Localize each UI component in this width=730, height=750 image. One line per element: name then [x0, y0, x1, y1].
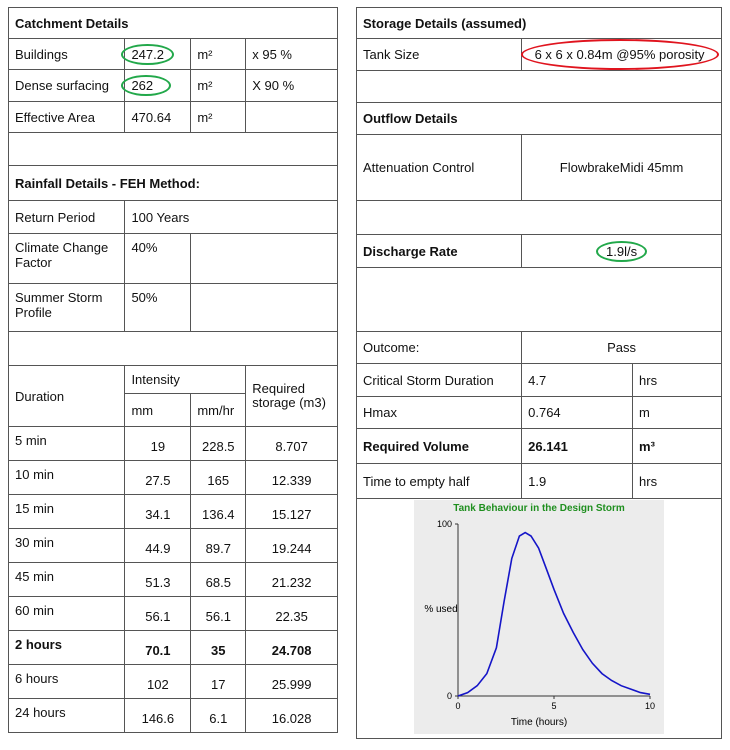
effective-value: 470.64 [125, 102, 191, 133]
catchment-row [9, 39, 338, 70]
table-row [9, 665, 338, 699]
duration-mmhr-cell: 136.4 [191, 495, 246, 529]
duration-duration-cell: 45 min [9, 563, 125, 597]
chart-ylabel: % used [424, 604, 458, 615]
duration-mm-cell: 34.1 [125, 495, 191, 529]
buildings-label: Buildings [9, 39, 125, 70]
duration-mm-cell: 44.9 [125, 529, 191, 563]
spacer-row [9, 133, 338, 166]
dense-label: Dense surfacing [9, 70, 125, 102]
discharge-value: 1.9l/s [596, 241, 647, 262]
table-row [9, 427, 338, 461]
chart-xlabel: Time (hours) [510, 717, 568, 728]
climate-label: Climate Change Factor [9, 234, 125, 284]
volume-label: Required Volume [357, 429, 522, 464]
empty-label: Time to empty half [357, 464, 522, 499]
duration-mm-cell: 27.5 [125, 461, 191, 495]
table-row [9, 597, 338, 631]
duration-storage-cell: 12.339 [246, 461, 338, 495]
duration-mmhr-cell: 35 [191, 631, 246, 665]
duration-duration-cell: 10 min [9, 461, 125, 495]
table-row [9, 699, 338, 733]
dense-value: 262 [121, 75, 171, 96]
buildings-value: 247.2 [121, 44, 174, 65]
duration-mm-cell: 51.3 [125, 563, 191, 597]
mm-header: mm [125, 394, 191, 427]
duration-duration-cell: 60 min [9, 597, 125, 631]
empty-unit: hrs [633, 464, 722, 499]
left-panel [8, 7, 338, 733]
return-period-label: Return Period [9, 201, 125, 234]
duration-duration-cell: 30 min [9, 529, 125, 563]
storage-heading: Storage Details (assumed) [357, 8, 722, 39]
duration-storage-cell: 25.999 [246, 665, 338, 699]
effective-label: Effective Area [9, 102, 125, 133]
chart-x-tick-label: 0 [455, 701, 461, 711]
duration-storage-cell: 16.028 [246, 699, 338, 733]
chart-title: Tank Behaviour in the Design Storm [453, 503, 625, 514]
hmax-unit: m [633, 397, 722, 429]
duration-mm-cell: 70.1 [125, 631, 191, 665]
duration-mm-cell: 19 [125, 427, 191, 461]
duration-storage-cell: 22.35 [246, 597, 338, 631]
table-row [9, 495, 338, 529]
duration-duration-cell: 5 min [9, 427, 125, 461]
volume-value: 26.141 [522, 429, 633, 464]
duration-storage-cell: 21.232 [246, 563, 338, 597]
chart-cell [357, 499, 722, 739]
duration-mmhr-cell: 165 [191, 461, 246, 495]
rainfall-heading: Rainfall Details - FEH Method: [9, 166, 338, 201]
chart-x-tick-label: 10 [644, 701, 656, 711]
duration-mmhr-cell: 68.5 [191, 563, 246, 597]
duration-duration-cell: 6 hours [9, 665, 125, 699]
duration-mm-cell: 146.6 [125, 699, 191, 733]
duration-duration-cell: 15 min [9, 495, 125, 529]
summer-value: 50% [125, 284, 191, 332]
duration-mm-cell: 56.1 [125, 597, 191, 631]
outcome-label: Outcome: [357, 332, 522, 364]
outflow-heading: Outflow Details [357, 103, 722, 135]
duration-mmhr-cell: 17 [191, 665, 246, 699]
spacer-row [9, 332, 338, 366]
effective-factor [246, 102, 338, 133]
critical-label: Critical Storm Duration [357, 364, 522, 397]
catchment-row [9, 102, 338, 133]
effective-unit: m² [191, 102, 246, 133]
discharge-label: Discharge Rate [357, 235, 522, 268]
volume-unit: m³ [633, 429, 722, 464]
required-header: Required storage (m3) [246, 366, 338, 427]
mmhr-header: mm/hr [191, 394, 246, 427]
duration-storage-cell: 8.707 [246, 427, 338, 461]
tank-value: 6 x 6 x 0.84m @95% porosity [521, 39, 719, 70]
buildings-factor: x 95 % [246, 39, 338, 70]
attenuation-label: Attenuation Control [357, 135, 522, 201]
hmax-label: Hmax [357, 397, 522, 429]
dense-factor: X 90 % [246, 70, 338, 102]
chart-x-tick-label: 5 [551, 701, 557, 711]
duration-mm-cell: 102 [125, 665, 191, 699]
outcome-value: Pass [522, 332, 722, 364]
duration-mmhr-cell: 89.7 [191, 529, 246, 563]
catchment-heading: Catchment Details [9, 8, 338, 39]
spacer-row [357, 71, 722, 103]
right-panel [356, 7, 722, 739]
left-table [8, 7, 338, 733]
chart-y-tick-label: 100 [436, 519, 452, 529]
duration-mmhr-cell: 56.1 [191, 597, 246, 631]
table-row [9, 461, 338, 495]
spacer-row [357, 268, 722, 332]
table-row [9, 631, 338, 665]
duration-mmhr-cell: 228.5 [191, 427, 246, 461]
buildings-unit: m² [191, 39, 246, 70]
attenuation-value: FlowbrakeMidi 45mm [522, 135, 722, 201]
tank-label: Tank Size [357, 39, 522, 71]
summer-label: Summer Storm Profile [9, 284, 125, 332]
duration-storage-cell: 24.708 [246, 631, 338, 665]
intensity-header: Intensity [125, 366, 246, 394]
tank-behaviour-chart [414, 500, 664, 734]
chart-y-tick-label: 0 [446, 691, 452, 701]
critical-value: 4.7 [522, 364, 633, 397]
duration-duration-cell: 2 hours [9, 631, 125, 665]
duration-mmhr-cell: 6.1 [191, 699, 246, 733]
climate-value: 40% [125, 234, 191, 284]
return-period-value: 100 Years [125, 201, 338, 234]
table-row [9, 563, 338, 597]
duration-storage-cell: 19.244 [246, 529, 338, 563]
hmax-value: 0.764 [522, 397, 633, 429]
duration-rows [9, 427, 338, 733]
empty-value: 1.9 [522, 464, 633, 499]
duration-duration-cell: 24 hours [9, 699, 125, 733]
dense-unit: m² [191, 70, 246, 102]
duration-storage-cell: 15.127 [246, 495, 338, 529]
table-row [9, 529, 338, 563]
critical-unit: hrs [633, 364, 722, 397]
catchment-row [9, 70, 338, 102]
duration-header: Duration [9, 366, 125, 427]
right-table [356, 7, 722, 739]
spacer-row [357, 201, 722, 235]
